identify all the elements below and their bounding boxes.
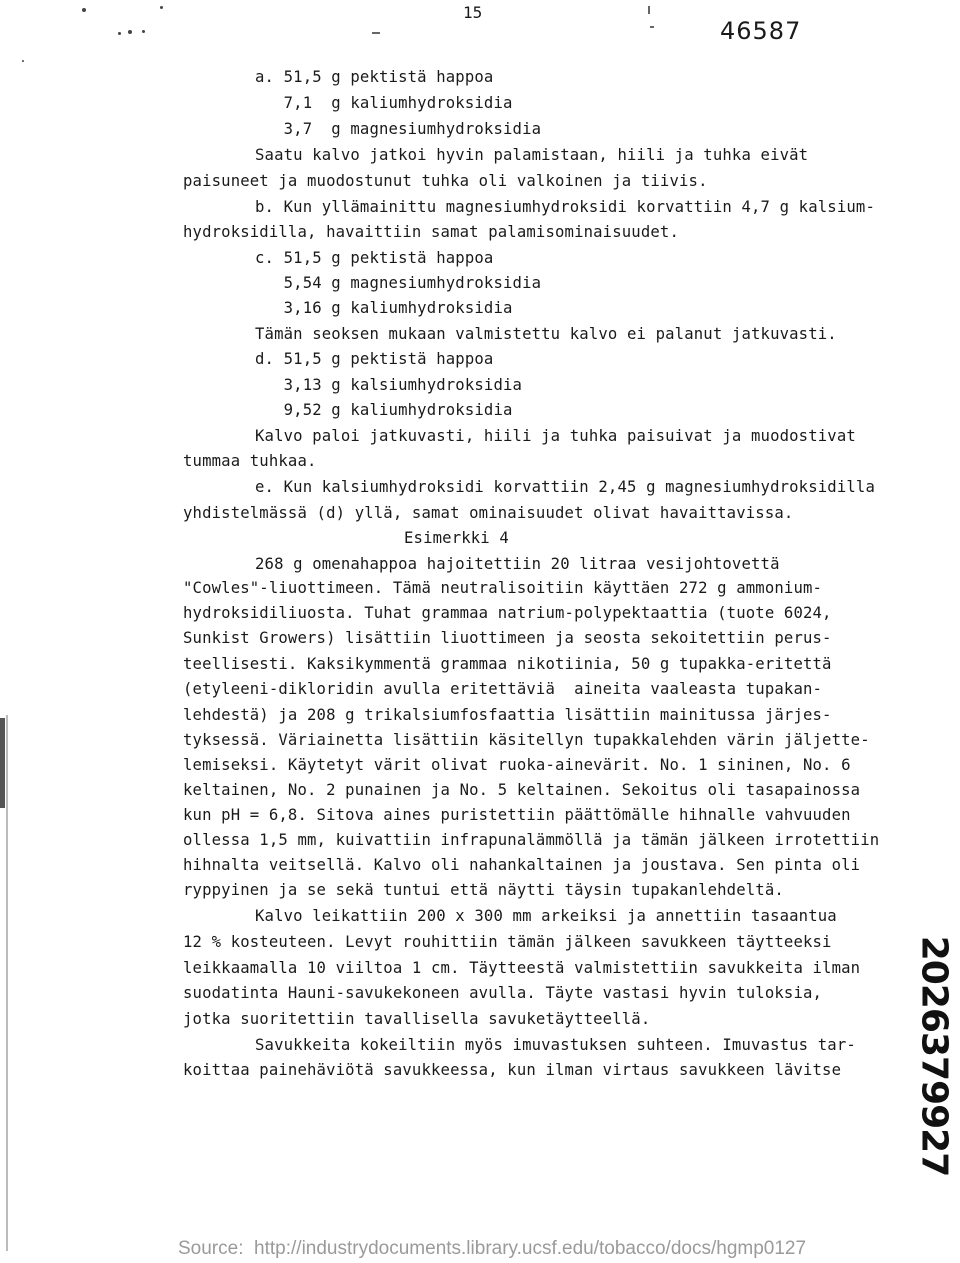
text-line: 12 % kosteuteen. Levyt rouhittiin tämän jälkeen savukkeen täytteeksi (183, 933, 832, 951)
text-line: 3,7 g magnesiumhydroksidia (255, 120, 542, 138)
page-number: 15 (463, 3, 483, 22)
scan-speck (22, 60, 24, 62)
text-line: "Cowles"-liuottimeen. Tämä neutralisoitiin käyttäen 272 g ammonium- (183, 579, 823, 597)
text-line: koittaa painehäviötä savukkeessa, kun ilman virtaus savukkeen lävitse (183, 1061, 842, 1079)
text-line: tyksessä. Väriainetta lisättiin käsitellyn tupakkalehden värin jäljette- (183, 731, 870, 749)
left-margin-line (6, 715, 8, 1251)
scan-speck (118, 32, 121, 35)
left-margin-tick (0, 718, 5, 808)
text-line: Kalvo leikattiin 200 x 300 mm arkeiksi ja annettiin tasaantua (255, 907, 837, 925)
text-line: jotka suoritettiin tavallisella savuketäytteellä. (183, 1010, 651, 1028)
scan-mark (648, 6, 650, 14)
text-line: Sunkist Growers) lisättiin liuottimeen ja seosta sekoitettiin perus- (183, 629, 832, 647)
text-line: kun pH = 6,8. Sitova aines puristettiin päättömälle hihnalle vahvuuden (183, 806, 851, 824)
text-line: b. Kun yllämainittu magnesiumhydroksidi korvattiin 4,7 g kalsium- (255, 198, 875, 216)
text-line: leikkaamalla 10 viiltoa 1 cm. Täytteestä valmistettiin savukkeita ilman (183, 959, 861, 977)
text-line: lehdestä) ja 208 g trikalsiumfosfaattia lisättiin mainitussa järjes- (183, 706, 832, 724)
text-line: ryppyinen ja se sekä tuntui että näytti täysin tupakanlehdeltä. (183, 881, 784, 899)
document-number: 46587 (720, 17, 802, 45)
text-line: tummaa tuhkaa. (183, 452, 317, 470)
text-line: hydroksidiliuosta. Tuhat grammaa natrium-polypektaattia (tuote 6024, (183, 604, 832, 622)
text-line: hydroksidilla, havaittiin samat palamisominaisuudet. (183, 223, 679, 241)
text-line: Kalvo paloi jatkuvasti, hiili ja tuhka paisuivat ja muodostivat (255, 427, 856, 445)
text-line: 9,52 g kaliumhydroksidia (255, 401, 513, 419)
text-line: hihnalta veitsellä. Kalvo oli nahankaltainen ja joustava. Sen pinta oli (183, 856, 861, 874)
text-line: 7,1 g kaliumhydroksidia (255, 94, 513, 112)
text-line: Savukkeita kokeiltiin myös imuvastuksen suhteen. Imuvastus tar- (255, 1036, 856, 1054)
text-line: 268 g omenahappoa hajoitettiin 20 litraa vesijohtovettä (255, 555, 780, 573)
text-line: keltainen, No. 2 punainen ja No. 5 keltainen. Sekoitus oli tasapainossa (183, 781, 861, 799)
text-line: yhdistelmässä (d) yllä, samat ominaisuudet olivat havaittavissa. (183, 504, 794, 522)
text-line: lemiseksi. Käytetyt värit olivat ruoka-ainevärit. No. 1 sininen, No. 6 (183, 756, 851, 774)
text-line: 3,13 g kalsiumhydroksidia (255, 376, 523, 394)
text-line: d. 51,5 g pektistä happoa (255, 350, 494, 368)
scan-speck (128, 30, 132, 34)
bates-number-text: 2026379927 (913, 935, 955, 1177)
scan-mark (650, 26, 654, 28)
text-line: suodatinta Hauni-savukekoneen avulla. Täyte vastasi hyvin tuloksia, (183, 984, 823, 1002)
section-heading: Esimerkki 4 (404, 529, 509, 547)
scan-speck (82, 8, 86, 12)
text-line: c. 51,5 g pektistä happoa (255, 249, 494, 267)
text-line: 5,54 g magnesiumhydroksidia (255, 274, 542, 292)
text-line: teellisesti. Kaksikymmentä grammaa nikotiinia, 50 g tupakka-eritettä (183, 655, 832, 673)
scan-speck (142, 30, 145, 33)
text-line: e. Kun kalsiumhydroksidi korvattiin 2,45 g magnesiumhydroksidilla (255, 478, 875, 496)
text-line: a. 51,5 g pektistä happoa (255, 68, 494, 86)
scan-mark (372, 32, 380, 34)
text-line: paisuneet ja muodostunut tuhka oli valkoinen ja tiivis. (183, 172, 708, 190)
text-line: ollessa 1,5 mm, kuivattiin infrapunalämmöllä ja tämän jälkeen irrotettiin (183, 831, 880, 849)
text-line: (etyleeni-dikloridin avulla eritettäviä aineita vaaleasta tupakan- (183, 680, 823, 698)
text-line: Tämän seoksen mukaan valmistettu kalvo ei palanut jatkuvasti. (255, 325, 837, 343)
source-footer: Source: http://industrydocuments.library.ucsf.edu/tobacco/docs/hgmp0127 (178, 1238, 807, 1259)
bates-number (906, 935, 960, 1177)
scan-speck (160, 6, 163, 9)
text-line: 3,16 g kaliumhydroksidia (255, 299, 513, 317)
text-line: Saatu kalvo jatkoi hyvin palamistaan, hiili ja tuhka eivät (255, 146, 809, 164)
